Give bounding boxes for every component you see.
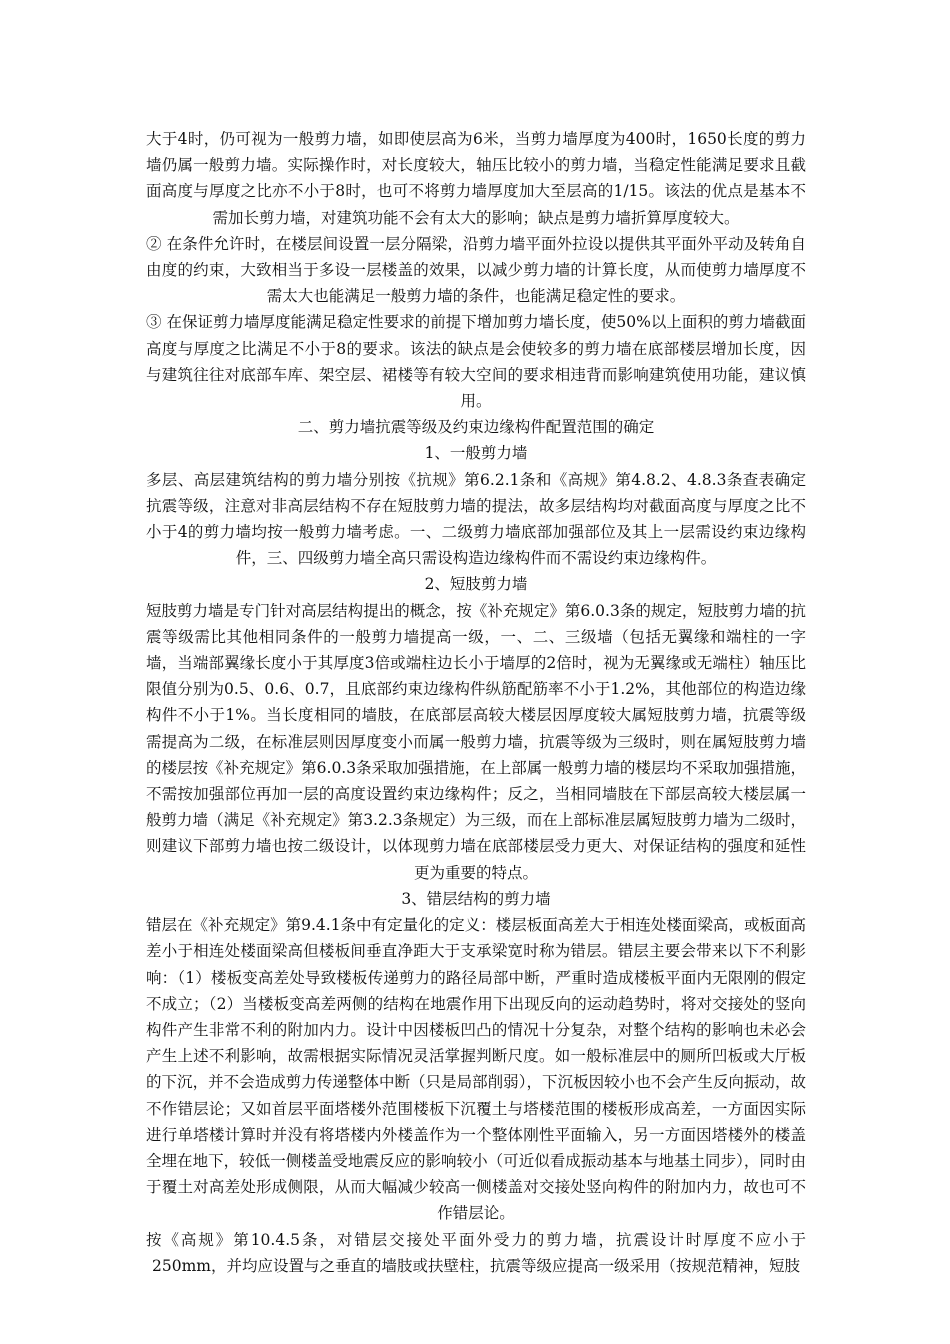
document-body [146, 126, 806, 1279]
paragraph-method-3: ③ 在保证剪力墙厚度能满足稳定性要求的前提下增加剪力墙长度，使50%以上面积的剪力墙截面高度与厚度之比满足不小于8的要求。该法的缺点是会使较多的剪力墙在底部楼层增加长度，因与建筑往往对底部车库、架空层、裙楼等有较大空间的要求相违背而影响建筑使用功能，建议慎用。 [146, 313, 806, 411]
paragraph-method-2: ② 在条件允许时，在楼层间设置一层分隔梁，沿剪力墙平面外拉设以提供其平面外平动及转角自由度的约束，大致相当于多设一层楼盖的效果，以减少剪力墙的计算长度，从而使剪力墙厚度不需太大也能满足一般剪力墙的条件，也能满足稳定性的要求。 [146, 234, 806, 306]
paragraph-short-pier-wall: 短肢剪力墙是专门针对高层结构提出的概念，按《补充规定》第6.0.3条的规定，短肢剪力墙的抗震等级需比其他相同条件的一般剪力墙提高一级，一、二、三级墙（包括无翼缘和端柱的一字墙，当端部翼缘长度小于其厚度3倍或端柱边长小于墙厚的2倍时，视为无翼缘或无端柱）轴压比限值分别为0.5、0.6、0.7，且底部约束边缘构件纵筋配筋率不小于1.2%，其他部位的构造边缘构件不小于1%。当长度相同的墙肢，在底部层高较大楼层因厚度较大属短肢剪力墙，抗震等级需提高为二级，在标准层则因厚度变小而属一般剪力墙，抗震等级为三级时，则在属短肢剪力墙的楼层按《补充规定》第6.0.3条采取加强措施，在上部属一般剪力墙的楼层均不采取加强措施，不需按加强部位再加一层的高度设置约束边缘构件；反之，当相同墙肢在下部层高较大楼层属一般剪力墙（满足《补充规定》第3.2.3条规定）为三级，而在上部标准层属短肢剪力墙为二级时，则建议下部剪力墙也按二级设计，以体现剪力墙在底部楼层受力更大、对保证结构的强度和延性更为重要的特点。 [146, 601, 806, 882]
subheading-general-wall: 1、一般剪力墙 [424, 444, 528, 463]
paragraph-wall-thickness-continued: 大于4时，仍可视为一般剪力墙，如即使层高为6米，当剪力墙厚度为400时，1650长度的剪力墙仍属一般剪力墙。实际操作时，对长度较大，轴压比较小的剪力墙，当稳定性能满足要求且截面高度与厚度之比亦不小于8时，也可不将剪力墙厚度加大至层高的1/15。该法的优点是基本不需加长剪力墙，对建筑功能不会有太大的影响；缺点是剪力墙折算厚度较大。 [146, 130, 806, 227]
paragraph-general-wall: 多层、高层建筑结构的剪力墙分别按《抗规》第6.2.1条和《高规》第4.8.2、4.8.3条查表确定抗震等级，注意对非高层结构不存在短肢剪力墙的提法，故多层结构均对截面高度与厚度之比不小于4的剪力墙均按一般剪力墙考虑。一、二级剪力墙底部加强部位及其上一层需设约束边缘构件，三、四级剪力墙全高只需设构造边缘构件而不需设约束边缘构件。 [146, 470, 806, 568]
section-heading-2: 二、剪力墙抗震等级及约束边缘构件配置范围的确定 [297, 418, 655, 437]
paragraph-split-level-definition: 错层在《补充规定》第9.4.1条中有定量化的定义：楼层板面高差大于相连处楼面梁高，或板面高差小于相连处楼面梁高但楼板间垂直净距大于支承梁宽时称为错层。错层主要会带来以下不利影响：（1）楼板变高差处导致楼板传递剪力的路径局部中断，严重时造成楼板平面内无限刚的假定不成立；（2）当楼板变高差两侧的结构在地震作用下出现反向的运动趋势时，将对交接处的竖向构件产生非常不利的附加内力。设计中因楼板凹凸的情况十分复杂，对整个结构的影响也未必会产生上述不利影响，故需根据实际情况灵活掌握判断尺度。如一般标准层中的厕所凹板或大厅板的下沉，并不会造成剪力传递整体中断（只是局部削弱），下沉板因较小也不会产生反向振动，故不作错层论；又如首层平面塔楼外范围楼板下沉覆土与塔楼范围的楼板形成高差，一方面因实际进行单塔楼计算时并没有将塔楼内外楼盖作为一个整体刚性平面输入，另一方面因塔楼外的楼盖全埋在地下，较低一侧楼盖受地震反应的影响较小（可近似看成振动基本与地基土同步），同时由于覆土对高差处形成侧限，从而大幅减少较高一侧楼盖对交接处竖向构件的附加内力，故也可不作错层论。 [146, 916, 806, 1223]
paragraph-split-level-requirements: 按《高规》第10.4.5条，对错层交接处平面外受力的剪力墙，抗震设计时厚度不应小于250mm，并均应设置与之垂直的墙肢或扶壁柱，抗震等级应提高一级采用（按规范精神，短肢 [146, 1230, 806, 1275]
subheading-short-pier-wall: 2、短肢剪力墙 [424, 575, 528, 594]
subheading-split-level-wall: 3、错层结构的剪力墙 [401, 889, 551, 908]
